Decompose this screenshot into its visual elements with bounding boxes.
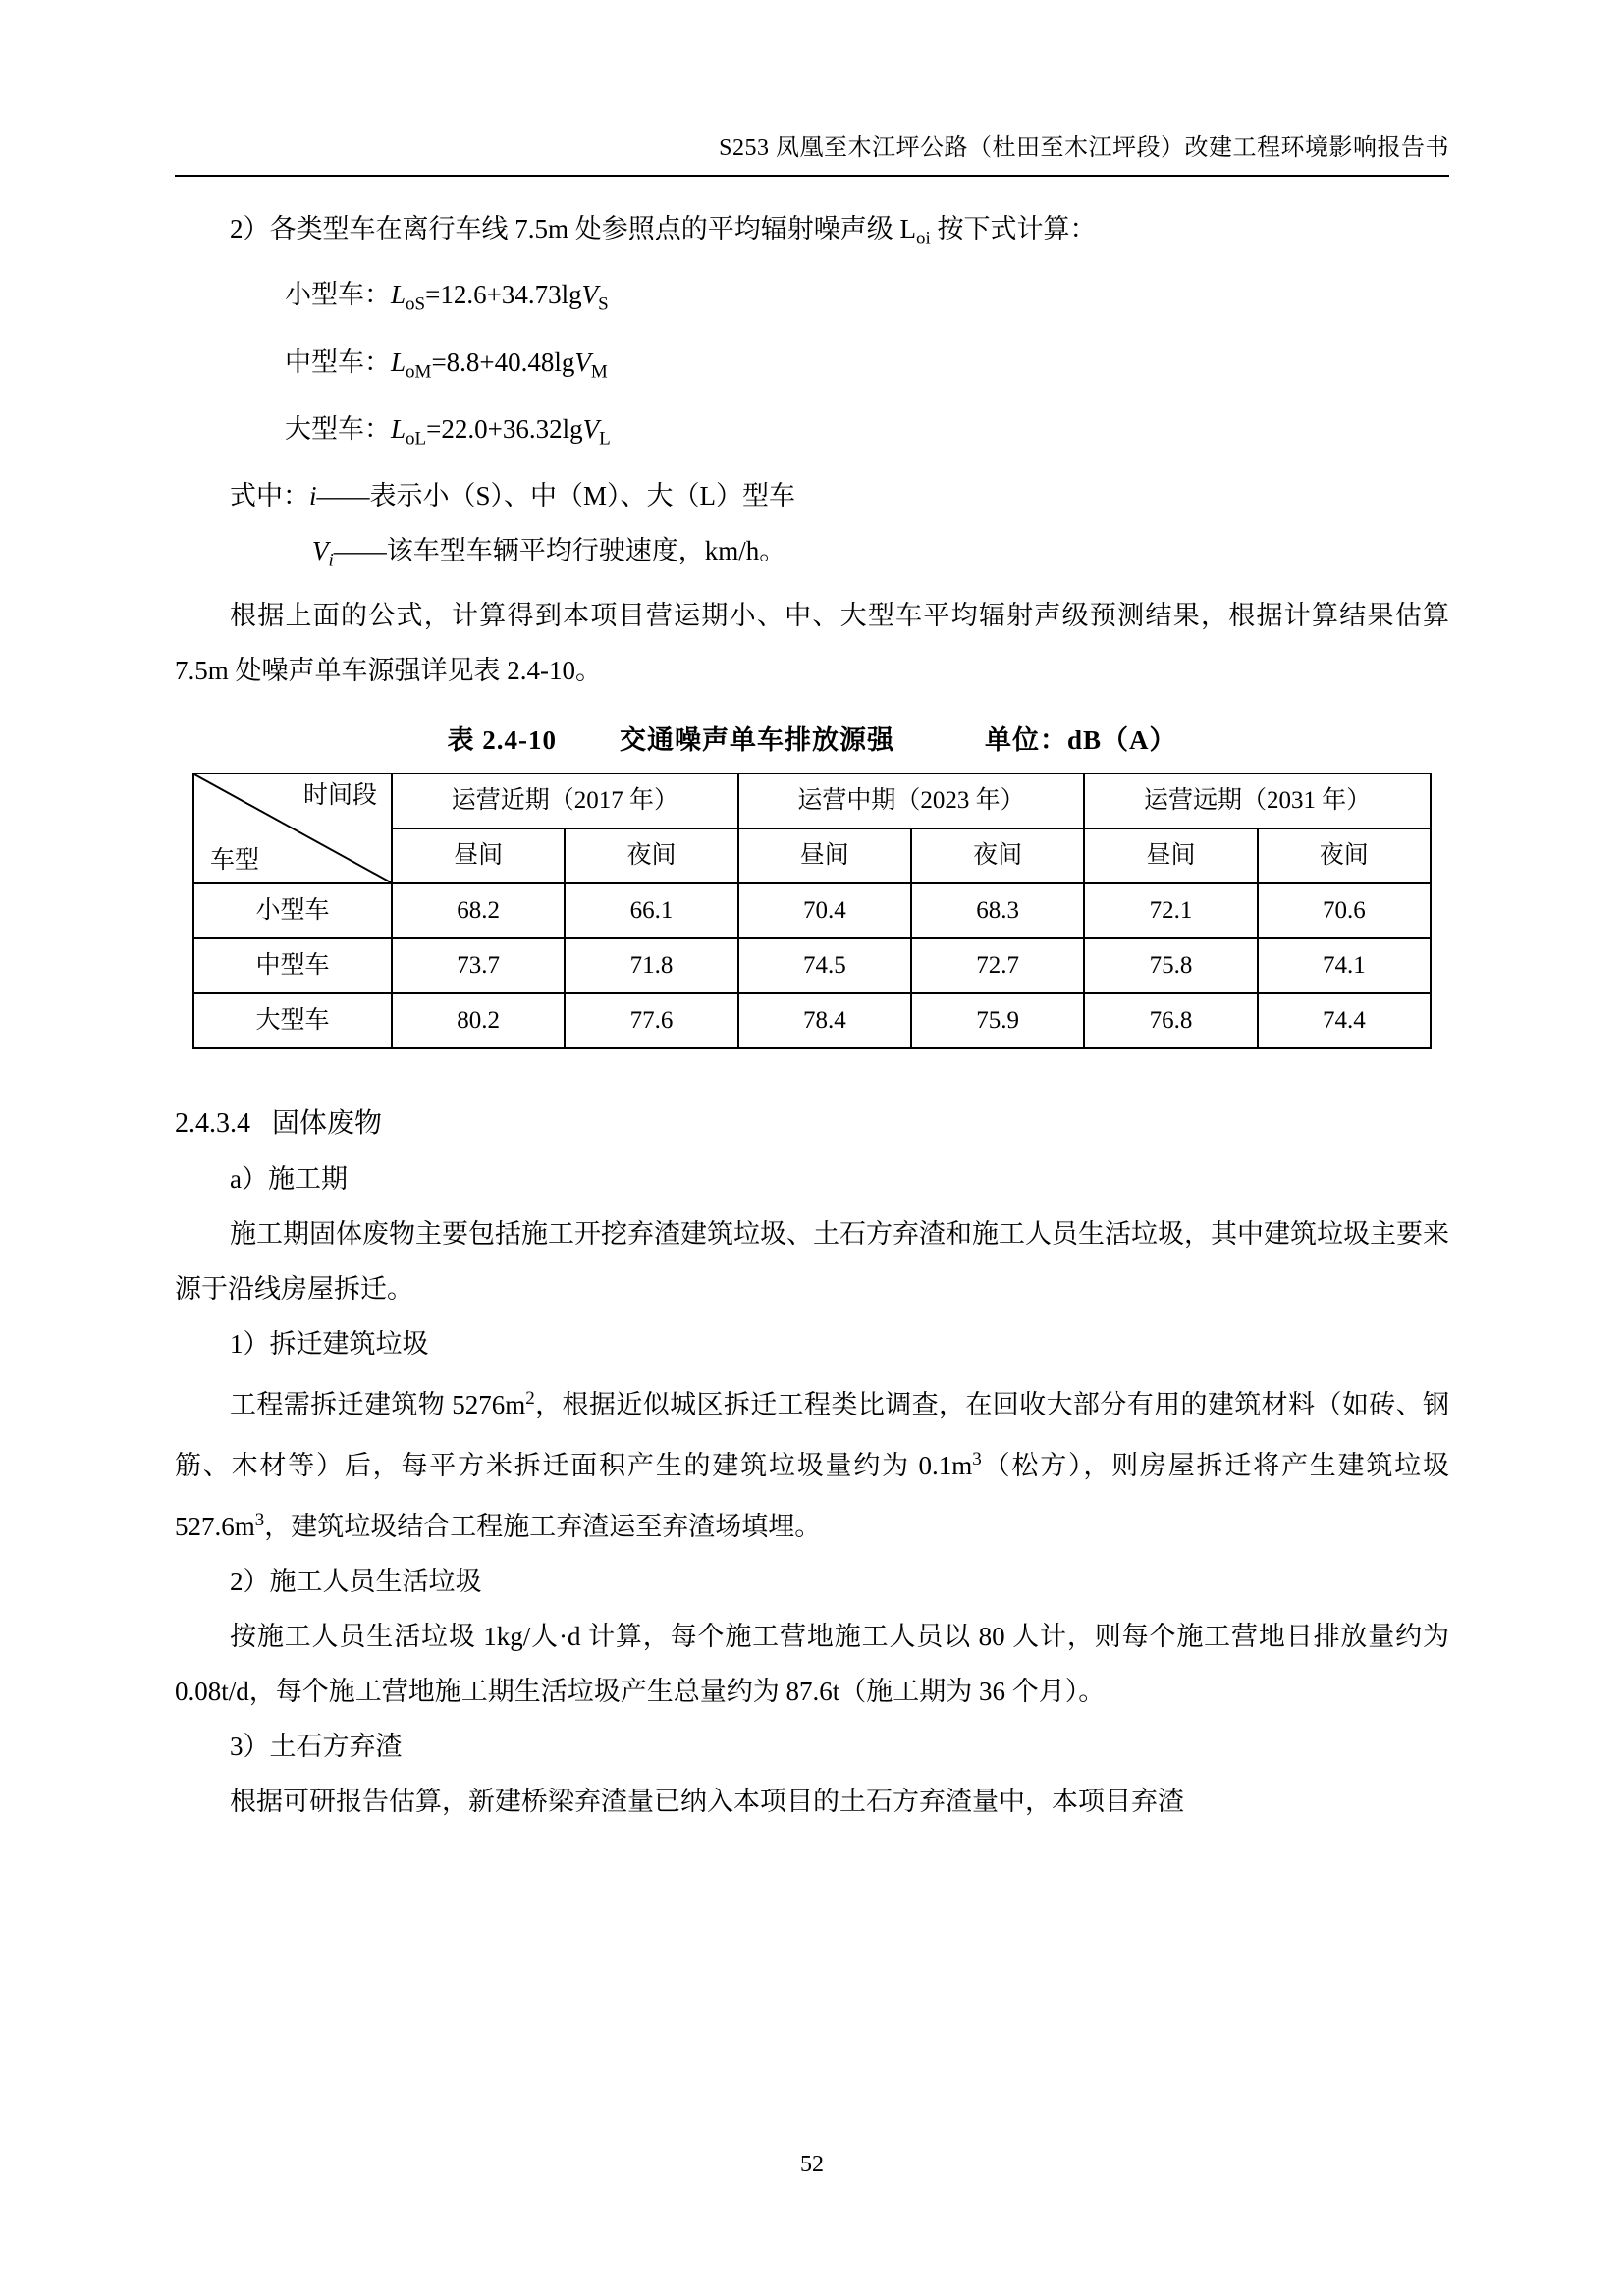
table-subheader-1: 夜间 bbox=[565, 828, 737, 883]
cell-2-3: 75.9 bbox=[911, 993, 1084, 1048]
table-caption bbox=[175, 716, 1449, 765]
table-subheader-5: 夜间 bbox=[1258, 828, 1431, 883]
formula-medium-v: V bbox=[574, 347, 591, 377]
section-number: 2.4.3.4 bbox=[175, 1107, 250, 1139]
intro-subscript: oi bbox=[916, 228, 931, 249]
table-corner-cell bbox=[193, 774, 392, 883]
demolition-text-1: 工程需拆迁建筑物 5276m bbox=[230, 1389, 526, 1419]
table-header-period-2: 运营远期（2031 年） bbox=[1084, 774, 1431, 828]
cell-1-0: 73.7 bbox=[392, 938, 565, 993]
formula-medium-label: 中型车： bbox=[285, 347, 391, 377]
formula-large-l: L bbox=[391, 414, 406, 445]
page-number: 52 bbox=[800, 2152, 824, 2177]
where-symbol-v: V bbox=[312, 535, 329, 565]
cell-2-1: 77.6 bbox=[565, 993, 737, 1048]
page-header bbox=[175, 128, 1449, 162]
table-subheader-4: 昼间 bbox=[1084, 828, 1257, 883]
where-text-1: ——表示小（S）、中（M）、大（L）型车 bbox=[316, 480, 796, 510]
demolition-text-4: ，建筑垃圾结合工程施工弃渣运至弃渣场填埋。 bbox=[264, 1511, 822, 1541]
formula-small-expr: =12.6+34.73lg bbox=[425, 280, 582, 310]
formula-large-v: V bbox=[582, 414, 600, 445]
row-label-1: 中型车 bbox=[193, 938, 392, 993]
formula-small-v-sub: S bbox=[598, 294, 609, 315]
noise-source-table bbox=[192, 773, 1432, 1049]
formula-medium-l: L bbox=[391, 347, 406, 377]
cell-1-3: 72.7 bbox=[911, 938, 1084, 993]
section-title: 固体废物 bbox=[272, 1107, 383, 1139]
table-header-period-1: 运营中期（2023 年） bbox=[738, 774, 1085, 828]
table-header-row-1 bbox=[193, 774, 1431, 828]
page-content bbox=[175, 201, 1449, 1829]
cell-1-4: 75.8 bbox=[1084, 938, 1257, 993]
paragraph-construction-waste: 施工期固体废物主要包括施工开挖弃渣建筑垃圾、土石方弃渣和施工人员生活垃圾，其中建筑垃圾主要来源于沿线房屋拆迁。 bbox=[175, 1218, 1449, 1304]
table-caption-unit: 单位：dB（A） bbox=[984, 724, 1177, 755]
cell-0-1: 66.1 bbox=[565, 883, 737, 938]
where-line-2 bbox=[175, 523, 1449, 588]
where-symbol-i: i bbox=[309, 480, 317, 510]
cell-1-2: 74.5 bbox=[738, 938, 911, 993]
page-footer bbox=[0, 2152, 1624, 2178]
cell-0-4: 72.1 bbox=[1084, 883, 1257, 938]
intro-text-1: 2）各类型车在离行车线 7.5m 处参照点的平均辐射噪声级 L bbox=[230, 214, 916, 243]
table-subheader-0: 昼间 bbox=[392, 828, 565, 883]
paragraph-earth-spoil: 根据可研报告估算，新建桥梁弃渣量已纳入本项目的土石方弃渣量中，本项目弃渣 bbox=[230, 1786, 1184, 1816]
corner-label-period: 时间段 bbox=[302, 781, 377, 809]
cell-1-1: 71.8 bbox=[565, 938, 737, 993]
intro-text-2: 按下式计算： bbox=[930, 214, 1097, 243]
formula-small-v: V bbox=[581, 280, 599, 310]
cell-0-0: 68.2 bbox=[392, 883, 565, 938]
cell-2-0: 80.2 bbox=[392, 993, 565, 1048]
section-heading bbox=[175, 1096, 1449, 1151]
formula-medium-v-sub: M bbox=[590, 361, 608, 383]
item-2-title: 2）施工人员生活垃圾 bbox=[230, 1566, 482, 1596]
demolition-text-2: ，根据近似城区拆迁工程类比调查，在回收大部分有用的建筑材料（如砖、钢筋、木材等）后，每平方米拆迁面积产生的建筑垃圾量约为 0.1m bbox=[175, 1389, 1449, 1480]
corner-label-vehicle: 车型 bbox=[210, 846, 260, 874]
table-caption-title: 交通噪声单车排放源强 bbox=[619, 724, 894, 755]
formula-small-car bbox=[175, 266, 1449, 333]
demolition-text-3: （松方），则房屋拆迁将产生建筑垃圾 527.6m bbox=[175, 1450, 1449, 1541]
table-row bbox=[193, 883, 1431, 938]
demolition-sup-2: 3 bbox=[972, 1448, 982, 1469]
formula-large-car bbox=[175, 400, 1449, 467]
table-subheader-2: 昼间 bbox=[738, 828, 911, 883]
demolition-sup-3: 3 bbox=[254, 1509, 265, 1530]
paragraph-intro bbox=[175, 201, 1449, 266]
cell-2-4: 76.8 bbox=[1084, 993, 1257, 1048]
formula-large-v-sub: L bbox=[599, 428, 611, 450]
formula-large-label: 大型车： bbox=[285, 414, 391, 445]
paragraph-demolition-waste bbox=[175, 1371, 1449, 1554]
table-header-period-0: 运营近期（2017 年） bbox=[392, 774, 738, 828]
formula-medium-expr: =8.8+40.48lg bbox=[431, 347, 575, 377]
table-row bbox=[193, 938, 1431, 993]
table-subheader-3: 夜间 bbox=[911, 828, 1084, 883]
cell-2-2: 78.4 bbox=[738, 993, 911, 1048]
header-divider bbox=[175, 175, 1449, 177]
formula-large-l-sub: oL bbox=[406, 428, 427, 450]
formula-small-label: 小型车： bbox=[285, 280, 391, 310]
paragraph-domestic-waste: 按施工人员生活垃圾 1kg/人·d 计算，每个施工营地施工人员以 80 人计，则每个施工营地日排放量约为 0.08t/d，每个施工营地施工期生活垃圾产生总量约为 87.6t（施工期为 36 个月）。 bbox=[175, 1621, 1449, 1706]
where-symbol-v-sub: i bbox=[328, 549, 334, 570]
row-label-0: 小型车 bbox=[193, 883, 392, 938]
formula-medium-car bbox=[175, 334, 1449, 400]
formula-large-expr: =22.0+36.32lg bbox=[426, 414, 583, 445]
where-line-1 bbox=[175, 468, 1449, 523]
formula-small-l-sub: oS bbox=[406, 294, 426, 315]
demolition-sup-1: 2 bbox=[525, 1387, 535, 1409]
cell-0-2: 70.4 bbox=[738, 883, 911, 938]
where-prefix: 式中： bbox=[230, 480, 309, 510]
cell-0-5: 70.6 bbox=[1258, 883, 1431, 938]
item-3-title: 3）土石方弃渣 bbox=[230, 1731, 403, 1761]
row-label-2: 大型车 bbox=[193, 993, 392, 1048]
paragraph-result: 根据上面的公式，计算得到本项目营运期小、中、大型车平均辐射声级预测结果，根据计算结果估算 7.5m 处噪声单车源强详见表 2.4-10。 bbox=[175, 600, 1449, 685]
where-text-2: ——该车型车辆平均行驶速度，km/h。 bbox=[333, 535, 786, 565]
item-1-title: 1）拆迁建筑垃圾 bbox=[230, 1328, 429, 1359]
cell-0-3: 68.3 bbox=[911, 883, 1084, 938]
cell-1-5: 74.1 bbox=[1258, 938, 1431, 993]
subsection-a-title: a）施工期 bbox=[230, 1163, 348, 1194]
table-caption-number: 表 2.4-10 bbox=[447, 724, 557, 755]
table-row bbox=[193, 993, 1431, 1048]
formula-small-l: L bbox=[391, 280, 406, 310]
header-title: S253 凤凰至木江坪公路（杜田至木江坪段）改建工程环境影响报告书 bbox=[719, 135, 1449, 161]
formula-medium-l-sub: oM bbox=[406, 361, 432, 383]
cell-2-5: 74.4 bbox=[1258, 993, 1431, 1048]
